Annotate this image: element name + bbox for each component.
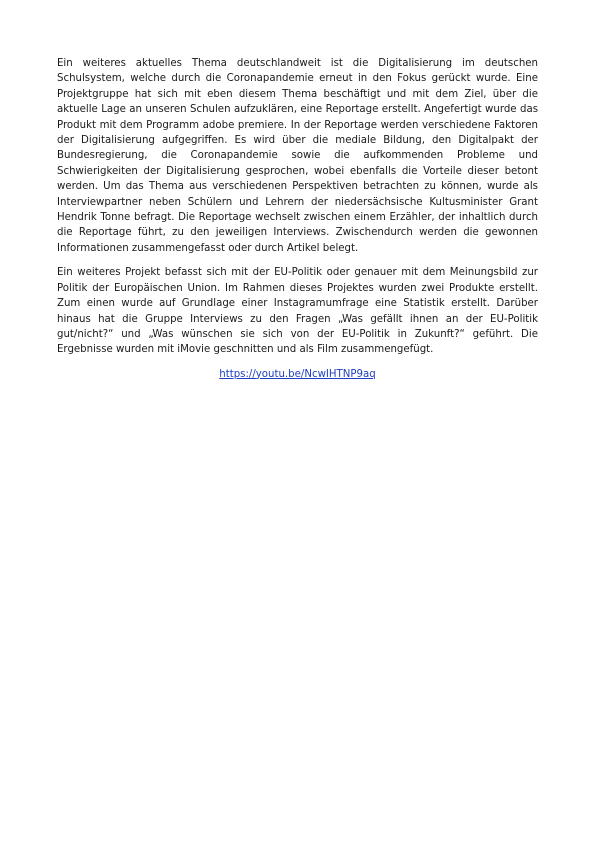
link-line	[57, 367, 538, 382]
paragraph-digitalisierung: Ein weiteres aktuelles Thema deutschlandweit ist die Digitalisierung im deutschen Schulsystem, welche durch die Coronapandemie erneut in den Fokus gerückt wurde. Eine Projektgruppe hat sich mit eben diesem Thema beschäftigt und mit dem Ziel, über die aktuelle Lage an unseren Schulen aufzuklären, eine Reportage erstellt. Angefertigt wurde das Produkt mit dem Programm adobe premiere. In der Reportage werden verschiedene Faktoren der Digitalisierung aufgegriffen. Es wird über die mediale Bildung, den Digitalpakt der Bundesregierung, die Coronapandemie sowie die aufkommenden Probleme und Schwierigkeiten der Digitalisierung gesprochen, wobei ebenfalls die Vorteile dieser betont werden. Um das Thema aus verschiedenen Perspektiven betrachten zu können, wurde als Interviewpartner neben Schülern und Lehrern der niedersächsische Kultusminister Grant Hendrik Tonne befragt. Die Reportage wechselt zwischen einem Erzähler, der inhaltlich durch die Reportage führt, zu den jeweiligen Interviews. Zwischendurch werden die gewonnen Informationen zusammengefasst oder durch Artikel belegt.	[57, 58, 538, 254]
youtube-link[interactable]: https://youtu.be/NcwIHTNP9aq	[219, 368, 376, 380]
document-body	[57, 56, 538, 382]
paragraph-eu-politik: Ein weiteres Projekt befasst sich mit der EU-Politik oder genauer mit dem Meinungsbild zur Politik der Europäischen Union. Im Rahmen dieses Projektes wurden zwei Produkte erstellt. Zum einen wurde auf Grundlage einer Instagramumfrage eine Statistik erstellt. Darüber hinaus hat die Gruppe Interviews zu den Fragen „Was gefällt ihnen an der EU-Politik gut/nicht?“ und „Was wünschen sie sich von der EU-Politik in Zukunft?“ geführt. Die Ergebnisse wurden mit iMovie geschnitten und als Film zusammengefügt.	[57, 267, 538, 356]
